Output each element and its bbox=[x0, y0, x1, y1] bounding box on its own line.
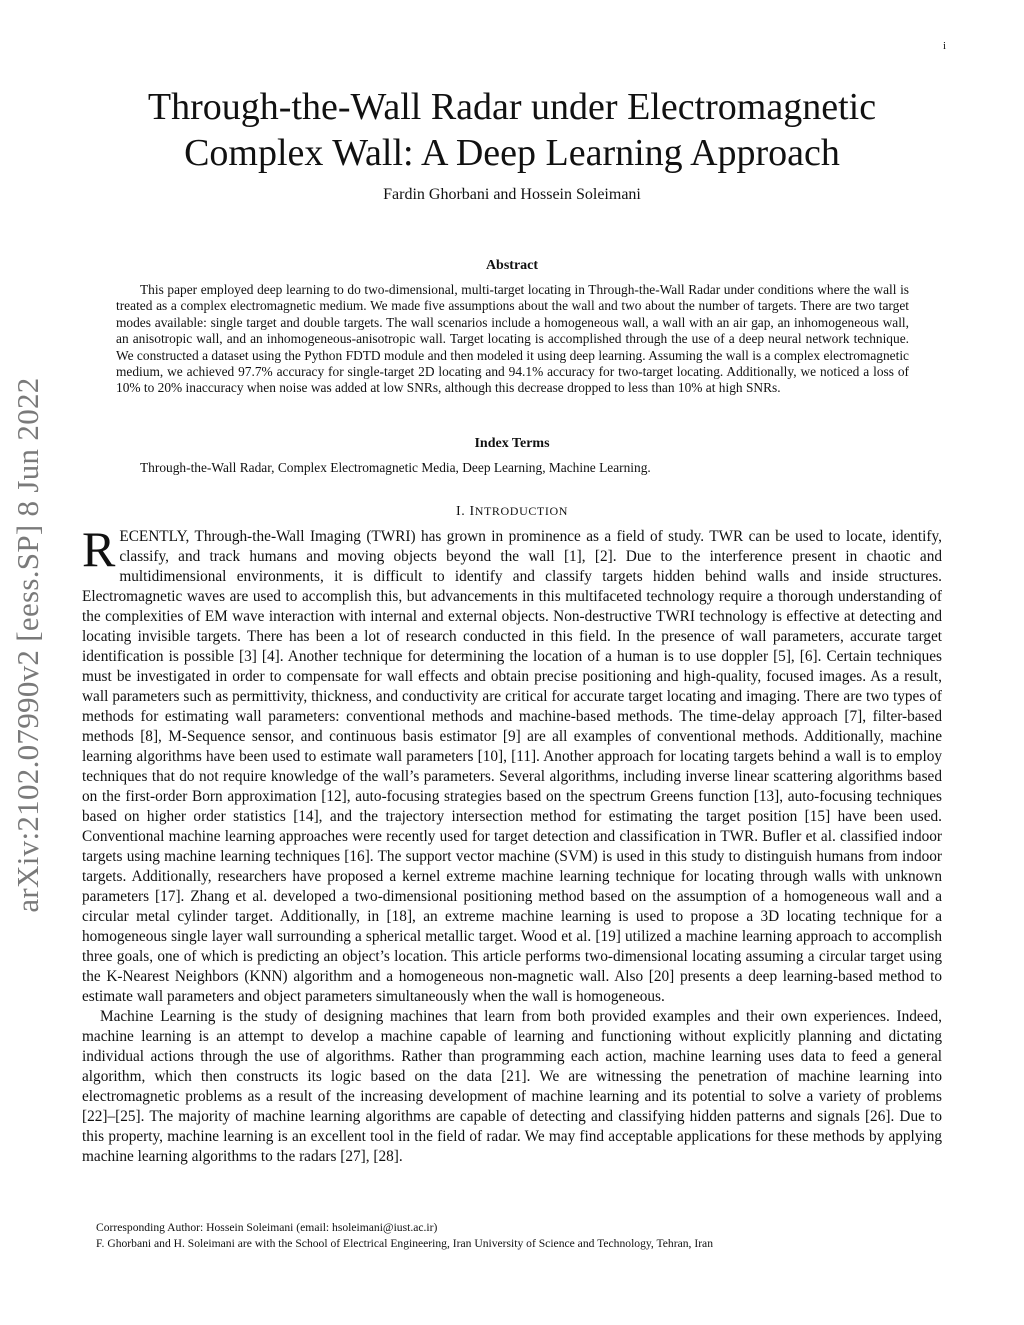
author-list: Fardin Ghorbani and Hossein Soleimani bbox=[383, 186, 641, 203]
paper-title bbox=[82, 84, 942, 176]
drop-cap: R bbox=[82, 521, 116, 577]
footnotes bbox=[82, 1220, 942, 1252]
intro-paragraph-2: Machine Learning is the study of designing machines that learn from both provided examples and their own experiences. Indeed, machine learning is an attempt to develop a machine capable of learning and functioning without explicitly planning and dictating individual actions through the use of algorithms. Rather than programming each action, machine learning uses data to feed a general algorithm, which then constructs its logic based on the data [21]. We are witnessing the penetration of machine learning into electromagnetic problems as a result of the increasing development of machine learning and its potential to solve a variety of problems [22]–[25]. The majority of machine learning algorithms are capable of detecting and classifying hidden patterns and signals [26]. Due to this property, machine learning is an excellent tool in the field of radar. We may find acceptable applications for these methods by applying machine learning algorithms to the radars [27], [28]. bbox=[82, 1008, 942, 1165]
footnote-corresponding-author: Corresponding Author: Hossein Soleimani (email: hsoleimani@iust.ac.ir) bbox=[96, 1221, 438, 1234]
index-terms-text: Through-the-Wall Radar, Complex Electromagnetic Media, Deep Learning, Machine Learning. bbox=[140, 460, 651, 475]
section-title: NTRODUCTION bbox=[474, 504, 568, 518]
title-line-2: Complex Wall: A Deep Learning Approach bbox=[184, 132, 840, 174]
arxiv-identifier-stamp[interactable]: arXiv:2102.07990v2 [eess.SP] 8 Jun 2022 bbox=[10, 377, 45, 913]
footnote-affiliation: F. Ghorbani and H. Soleimani are with the School of Electrical Engineering, Iran University of Science and Technology, Tehran, Iran bbox=[96, 1237, 713, 1250]
intro-paragraph-1 bbox=[82, 521, 942, 1007]
page-number: i bbox=[942, 40, 946, 52]
section-numeral: I. I bbox=[456, 504, 475, 519]
abstract-text: This paper employed deep learning to do two-dimensional, multi-target locating in Through-the-Wall Radar under conditions where the wall is treated as a complex electromagnetic medium. We made five assumptions about the wall and two about the number of targets. There are two target modes available: single target and double targets. The wall scenarios include a homogeneous wall, a wall with an air gap, an inhomogeneous wall, an anisotropic wall, and an inhomogeneous-anisotropic wall. Target locating is accomplished through the use of a deep neural network technique. We constructed a dataset using the Python FDTD module and then modeled it using deep learning. Assuming the wall is a complex electromagnetic medium, we achieved 97.7% accuracy for single-target 2D locating and 94.1% accuracy for two-target locating. Additionally, we noticed a loss of 10% to 20% inaccuracy when noise was added at low SNRs, although this decrease dropped to less than 10% at high SNRs. bbox=[116, 282, 909, 396]
abstract-heading: Abstract bbox=[485, 258, 539, 273]
introduction-body bbox=[82, 521, 942, 1167]
title-line-1: Through-the-Wall Radar under Electromagnetic bbox=[147, 86, 877, 128]
section-heading-introduction bbox=[82, 504, 942, 520]
index-terms-heading: Index Terms bbox=[474, 436, 550, 451]
intro-paragraph-1-text: ECENTLY, Through-the-Wall Imaging (TWRI) has grown in prominence as a field of study. TWR can be used to locate, identify, classify, and track humans and moving objects beyond the wall [1], [2]. Due to the interference present in chaotic and multidimensional environments, it is difficult to identify and classify targets hidden behind walls and inside structures. Electromagnetic waves are used to accomplish this, but advancements in this multifaceted technology require a thorough understanding of the complexities of EM wave interaction with internal and external objects. Non-destructive TWRI technology is effective at detecting and locating invisible targets. There has been a lot of research conducted in this field. In the presence of wall parameters, accurate target identification is possible [3] [4]. Another technique for determining the location of a human is to use doppler [5], [6]. Certain techniques must be investigated in order to compensate for wall effects and obtain precise positioning and high-quality, focused images. As a result, wall parameters such as permittivity, thickness, and conductivity are critical for accurate target locating and imaging. There are two types of methods for estimating wall parameters: conventional methods and machine-based methods. The time-delay approach [7], filter-based methods [8], M-Sequence sensor, and continuous basis estimator [9] are all examples of conventional methods. Additionally, machine learning algorithms have been used to estimate wall parameters [10], [11]. Another approach for locating targets behind a wall is to employ techniques that do not require knowledge of the wall’s parameters. Several algorithms, including inverse linear scattering algorithms based on the first-order Born approximation [12], auto-focusing strategies based on the spectrum Greens function [13], auto-focusing techniques based on higher order statistics [14], and the trajectory intersection method for estimating the target position [15] have been used. Conventional machine learning approaches were recently used for target detection and classification in TWR. Bufler et al. classified indoor targets using machine learning techniques [16]. The support vector machine (SVM) is used in this study to distinguish humans from indoor targets. Additionally, researchers have proposed a kernel extreme machine learning technique for locating through walls with unknown parameters [17]. Zhang et al. developed a two-dimensional positioning method based on the assumption of a homogeneous wall and a circular metal cylinder target. Additionally, in [18], an extreme machine learning is used to propose a 3D locating technique for a homogeneous single layer wall surrounding a spherical metallic target. Wood et al. [19] utilized a machine learning approach to accomplish three goals, one of which is predicting an object’s location. This article performs two-dimensional locating assuming a circular target using the K-Nearest Neighbors (KNN) algorithm and a homogeneous non-magnetic wall. Also [20] presents a deep learning-based method to estimate wall parameters and object parameters simultaneously when the wall is homogeneous. bbox=[82, 528, 942, 1005]
